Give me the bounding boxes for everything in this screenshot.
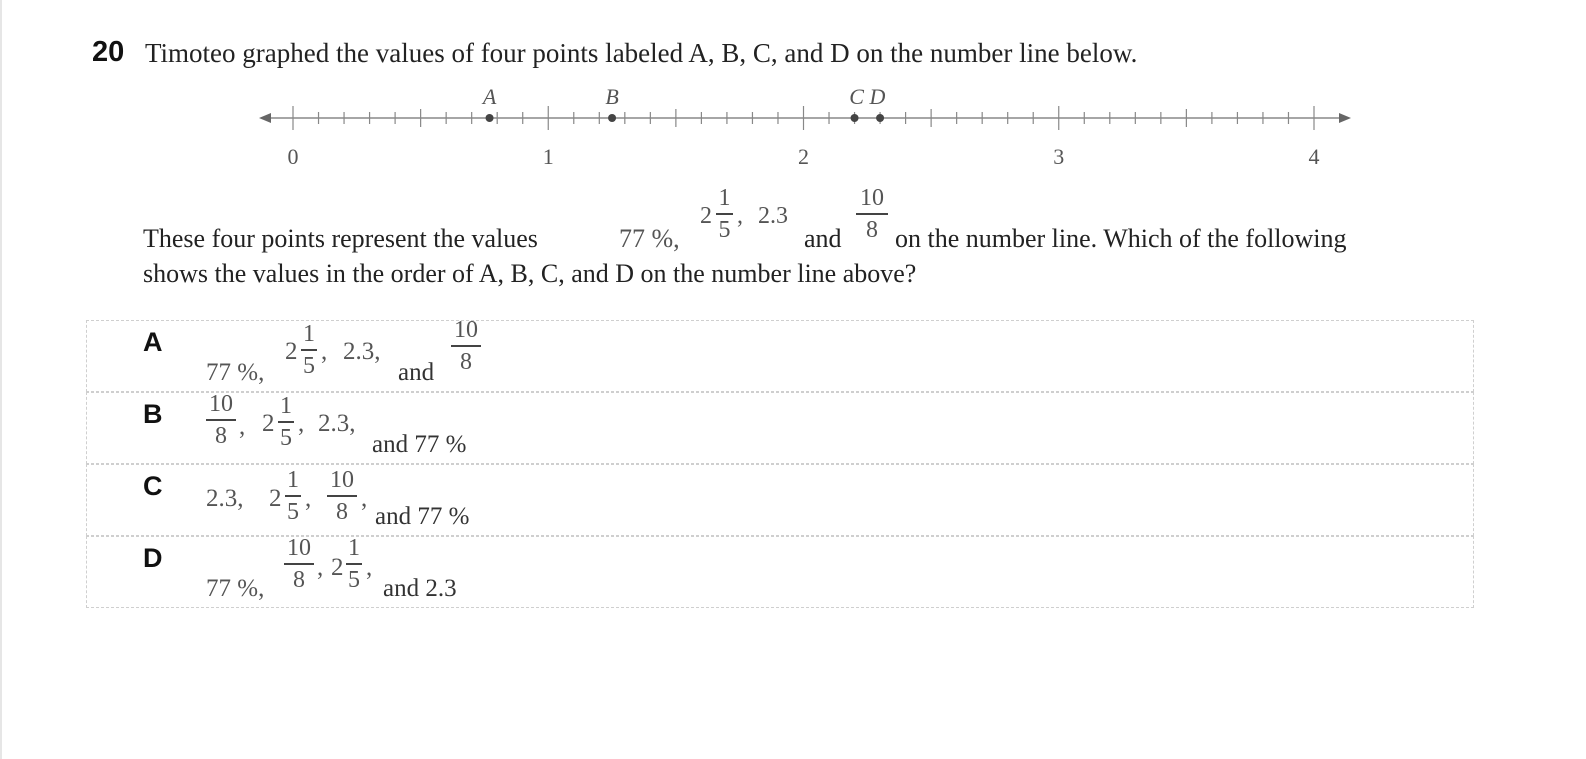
body-and: and — [804, 224, 842, 253]
choice-a[interactable] — [86, 317, 1474, 392]
choice-text: 2.3, — [206, 485, 244, 512]
fraction-numerator: 1 — [287, 467, 299, 493]
choice-text: , — [239, 413, 246, 440]
fraction-numerator: 10 — [287, 535, 311, 561]
choice-letter: D — [143, 543, 163, 573]
fraction-bar — [285, 495, 301, 497]
fraction-numerator: 10 — [209, 391, 233, 417]
choice-text: 77 %, — [206, 359, 265, 386]
fraction-denominator: 8 — [215, 423, 227, 449]
choice-text: , — [366, 554, 373, 581]
body-value-decimal: 2.3 — [758, 203, 788, 229]
mixed-fraction — [301, 321, 317, 379]
number-line — [255, 78, 1355, 178]
fraction-bar — [327, 495, 357, 497]
fraction-numerator: 10 — [330, 467, 354, 493]
number-line-graphics — [259, 84, 1351, 169]
choice-text: , — [298, 410, 305, 437]
body-text-line2: shows the values in the order of A, B, C, and D on the number line above? — [143, 259, 917, 288]
tick-label: 3 — [1053, 144, 1065, 169]
fraction — [451, 317, 481, 375]
body-text-end: on the number line. Which of the following — [895, 224, 1347, 253]
fraction-bar — [284, 563, 314, 565]
point-d — [876, 114, 884, 122]
question-prompt: Timoteo graphed the values of four points labeled A, B, C, and D on the number line below. — [145, 38, 1138, 68]
fraction — [206, 391, 236, 449]
mixed-fraction — [285, 467, 301, 525]
fraction-numerator: 1 — [348, 535, 360, 561]
mixed-whole: 2 — [269, 485, 282, 512]
fraction-denominator: 5 — [287, 499, 299, 525]
tick-label: 4 — [1308, 144, 1320, 169]
body-text-start: These four points represent the values — [143, 224, 538, 253]
fraction-denominator: 8 — [460, 349, 472, 375]
tick-label: 1 — [542, 144, 554, 169]
mixed-whole: 2 — [262, 410, 275, 437]
fraction-bar — [301, 349, 317, 351]
body-mixed-fraction — [716, 185, 733, 243]
point-a — [486, 114, 494, 122]
fraction-denominator: 8 — [866, 217, 878, 243]
left-border — [0, 0, 2, 759]
choice-text: 77 %, — [206, 575, 265, 602]
choice-letter: A — [143, 327, 163, 357]
answer-choices — [86, 317, 1474, 608]
fraction-denominator: 5 — [280, 425, 292, 451]
fraction — [327, 467, 357, 525]
choice-text: and 77 % — [375, 503, 470, 530]
fraction-denominator: 8 — [293, 567, 305, 593]
fraction-denominator: 8 — [336, 499, 348, 525]
choice-text: 2.3, — [318, 410, 356, 437]
choice-c[interactable] — [86, 464, 1474, 536]
choice-text: , — [361, 485, 368, 512]
fraction — [284, 535, 314, 593]
point-c — [851, 114, 859, 122]
point-label-b: B — [605, 84, 619, 109]
choice-text: and — [398, 359, 435, 386]
choice-b[interactable] — [86, 392, 1474, 464]
question-number: 20 — [92, 36, 125, 68]
fraction-numerator: 1 — [280, 393, 292, 419]
tick-label: 2 — [798, 144, 809, 169]
choice-text: and 2.3 — [383, 575, 457, 602]
choice-letter: C — [143, 471, 163, 501]
fraction-numerator: 1 — [718, 185, 731, 211]
fraction-bar — [278, 421, 294, 423]
choice-text: , — [305, 485, 312, 512]
fraction-denominator: 5 — [303, 353, 315, 379]
mixed-fraction — [346, 535, 362, 593]
fraction-numerator: 10 — [454, 317, 478, 343]
choice-letter: B — [143, 399, 163, 429]
choice-text: 2.3, — [343, 338, 381, 365]
choice-text: , — [321, 338, 328, 365]
fraction-bar — [206, 419, 236, 421]
fraction-bar — [451, 345, 481, 347]
choice-text: , — [317, 554, 324, 581]
point-label-cd: C D — [849, 84, 886, 109]
body-value-percent: 77 %, — [619, 224, 680, 253]
fraction-bar — [856, 213, 888, 215]
choice-text: and 77 % — [372, 431, 467, 458]
mixed-whole: 2 — [331, 554, 344, 581]
right-arrow-icon — [1339, 113, 1351, 123]
fraction-bar — [716, 213, 733, 215]
body-mixed-whole: 2 — [700, 203, 712, 229]
mixed-whole: 2 — [285, 338, 298, 365]
tick-label: 0 — [287, 144, 299, 169]
mixed-fraction — [278, 393, 294, 451]
fraction-denominator: 5 — [348, 567, 360, 593]
fraction-numerator: 10 — [860, 185, 884, 211]
choice-d[interactable] — [86, 536, 1474, 608]
left-arrow-icon — [259, 113, 271, 123]
body-comma: , — [737, 203, 743, 229]
point-b — [608, 114, 616, 122]
fraction-bar — [346, 563, 362, 565]
fraction-denominator: 5 — [718, 217, 731, 243]
point-label-a: A — [482, 84, 497, 109]
body-fraction — [856, 185, 888, 243]
fraction-numerator: 1 — [303, 321, 315, 347]
